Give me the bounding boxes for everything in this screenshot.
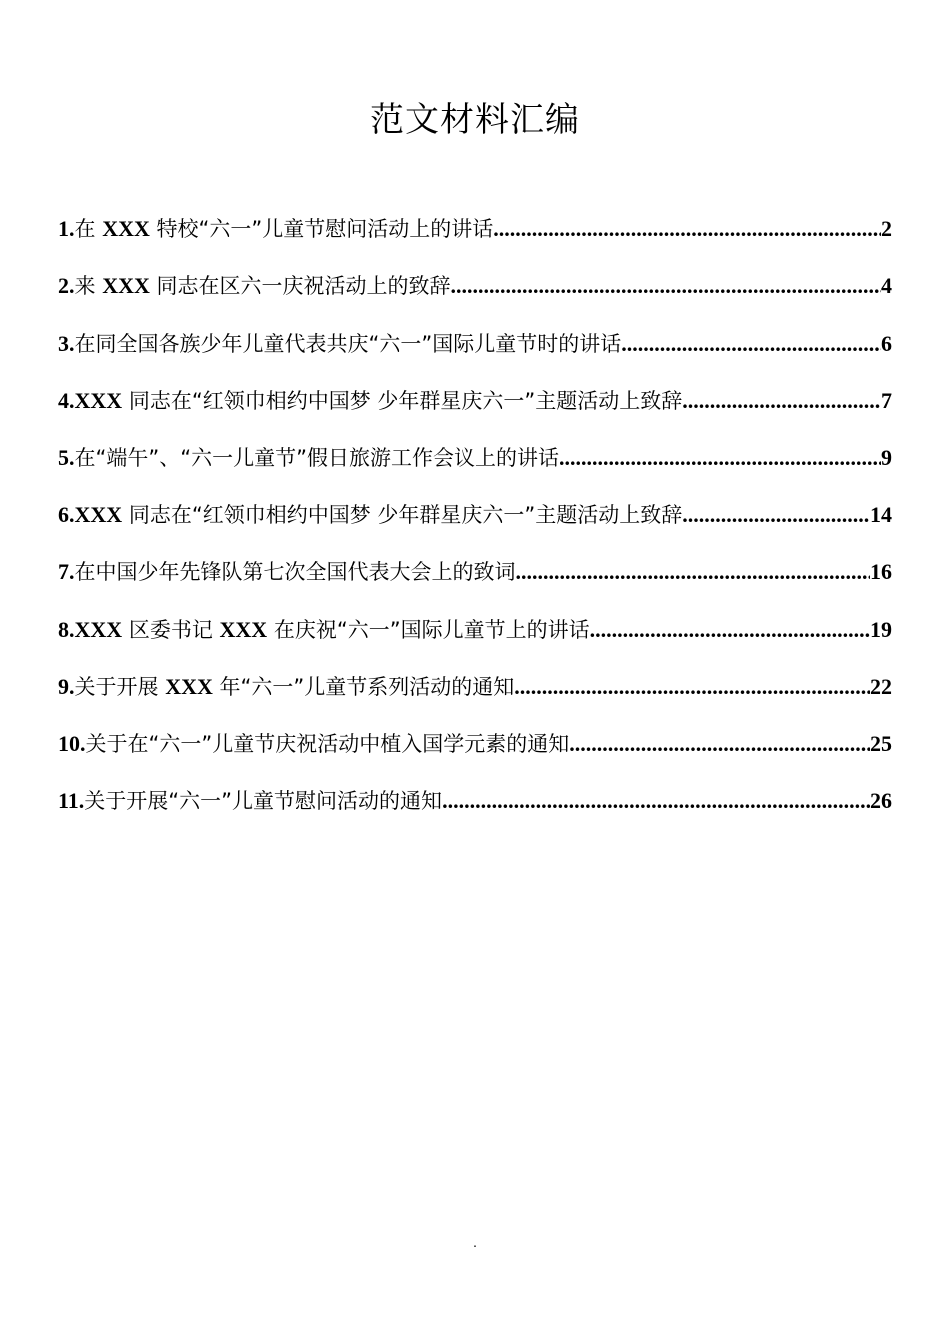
toc-entry[interactable] (58, 255, 892, 312)
toc-dot-leader (590, 604, 870, 656)
toc-page-number: 26 (870, 788, 892, 814)
toc-entry-title (75, 260, 451, 312)
toc-entry-title-part: 在中国少年先锋队第七次全国代表大会上的致词 (74, 560, 516, 585)
toc-dot-leader (442, 775, 870, 827)
footer-mark: . (473, 1236, 477, 1251)
toc-entry-number: 7. (58, 559, 75, 585)
toc-page-number: 16 (870, 559, 892, 585)
toc-entry-title (75, 661, 515, 713)
toc-entry[interactable] (58, 484, 892, 541)
toc-entry[interactable] (58, 598, 892, 655)
table-of-contents (58, 198, 892, 827)
toc-entry[interactable] (58, 427, 892, 484)
toc-page-number: 9 (881, 444, 892, 470)
toc-entry-title (75, 375, 683, 427)
toc-entry-title (86, 718, 570, 770)
toc-entry-title (75, 489, 683, 541)
toc-entry[interactable] (58, 770, 892, 827)
toc-entry[interactable] (58, 370, 892, 427)
toc-entry-title-bold: XXX (165, 673, 213, 699)
toc-entry[interactable] (58, 656, 892, 713)
toc-entry-title (75, 546, 516, 598)
toc-entry-number: 11. (58, 788, 85, 814)
toc-dot-leader (682, 375, 881, 427)
toc-page-number: 25 (870, 730, 892, 756)
toc-entry-title-part: 关于开展“六一”儿童节慰问活动的通知 (84, 789, 443, 814)
toc-page-number: 22 (870, 673, 892, 699)
toc-dot-leader (516, 546, 871, 598)
toc-page-number: 7 (881, 387, 892, 413)
toc-entry-title (75, 203, 494, 255)
toc-entry-title-part: 关于在“六一”儿童节庆祝活动中植入国学元素的通知 (85, 731, 570, 756)
toc-entry-title-part: 同志在区六一庆祝活动上的致辞 (149, 274, 451, 299)
toc-entry-number: 2. (58, 273, 75, 299)
toc-entry-number: 10. (58, 730, 86, 756)
toc-entry-title-part: 年“六一”儿童节系列活动的通知 (212, 674, 515, 699)
toc-entry-title (84, 775, 442, 827)
toc-page-number: 4 (881, 273, 892, 299)
toc-page-number: 14 (870, 502, 892, 528)
toc-entry-number: 4. (58, 387, 75, 413)
toc-page-number: 2 (881, 216, 892, 242)
toc-entry-title-part: 区委书记 (122, 617, 220, 642)
toc-entry-title-bold: XXX (74, 387, 123, 413)
toc-entry-title-part: 来 (74, 274, 103, 299)
toc-entry[interactable] (58, 541, 892, 598)
document-title: 范文材料汇编 (370, 100, 580, 140)
toc-entry-title (75, 318, 622, 370)
toc-entry-title-part: 关于开展 (74, 674, 166, 699)
toc-entry-number: 9. (58, 673, 75, 699)
toc-dot-leader (451, 260, 881, 312)
toc-entry-title-part: 同志在“红领巾相约中国梦 少年群星庆六一”主题活动上致辞 (122, 503, 683, 528)
toc-entry-number: 8. (58, 616, 75, 642)
toc-entry-title-bold: XXX (102, 216, 150, 242)
toc-dot-leader (493, 203, 881, 255)
toc-entry-number: 5. (58, 444, 75, 470)
toc-entry-number: 3. (58, 330, 75, 356)
toc-entry-title-part: 特校“六一”儿童节慰问活动上的讲话 (149, 217, 494, 242)
toc-entry-title-bold: XXX (219, 616, 268, 642)
toc-dot-leader (514, 661, 870, 713)
toc-dot-leader (559, 432, 881, 484)
toc-entry-title-part: 在同全国各族少年儿童代表共庆“六一”国际儿童节时的讲话 (74, 331, 622, 356)
toc-entry-title-part: 同志在“红领巾相约中国梦 少年群星庆六一”主题活动上致辞 (122, 388, 683, 413)
toc-entry-title-part: 在庆祝“六一”国际儿童节上的讲话 (267, 617, 590, 642)
toc-entry-number: 1. (58, 216, 75, 242)
toc-entry[interactable] (58, 713, 892, 770)
toc-entry-title-bold: XXX (74, 502, 123, 528)
toc-dot-leader (682, 489, 870, 541)
toc-entry[interactable] (58, 312, 892, 369)
toc-entry-title-part: 在 (74, 217, 103, 242)
toc-entry-title-bold: XXX (74, 616, 123, 642)
toc-page-number: 19 (870, 616, 892, 642)
toc-dot-leader (569, 718, 870, 770)
toc-entry-title (75, 604, 590, 656)
toc-entry[interactable] (58, 198, 892, 255)
toc-entry-title-part: 在“端午”、“六一儿童节”假日旅游工作会议上的讲话 (74, 445, 560, 470)
toc-page-number: 6 (881, 330, 892, 356)
toc-dot-leader (621, 318, 881, 370)
toc-entry-number: 6. (58, 502, 75, 528)
toc-entry-title-bold: XXX (102, 273, 150, 299)
toc-entry-title (75, 432, 560, 484)
